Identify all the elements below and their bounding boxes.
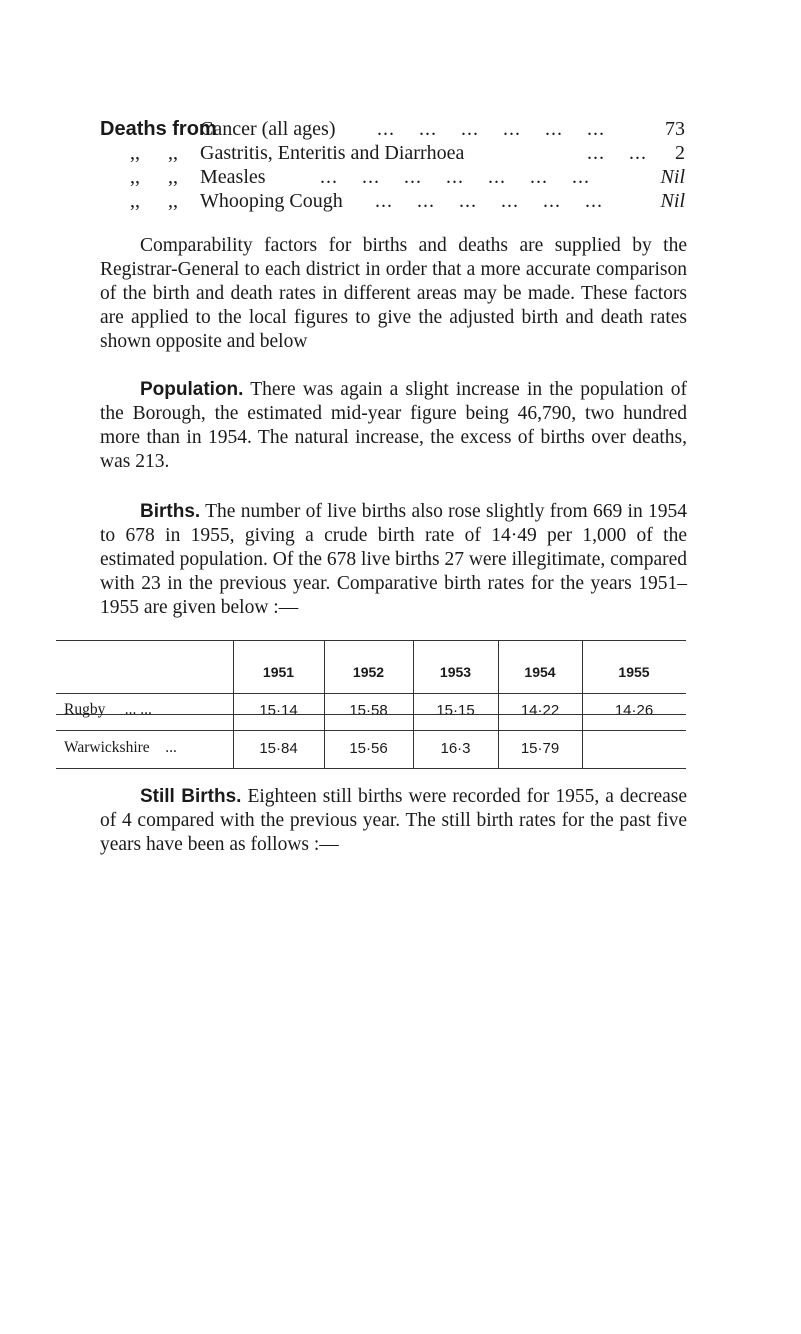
deaths-from-list	[100, 117, 685, 213]
ditto-mark: ,,	[168, 190, 178, 212]
ditto-mark: ,,	[130, 166, 140, 188]
table-cell: 15·56	[349, 740, 388, 757]
deaths-row	[100, 141, 685, 165]
leader-dots: ... ... ... ... ... ...	[375, 190, 603, 212]
row-label: Rugby ... ...	[64, 701, 152, 718]
table-cell: 15·15	[436, 702, 475, 719]
ditto-mark: ,,	[130, 142, 140, 164]
year-header: 1953	[439, 664, 472, 680]
year-header: 1952	[352, 664, 385, 680]
deaths-row	[100, 165, 685, 189]
births-heading: Births.	[140, 501, 201, 522]
population-heading: Population.	[140, 379, 244, 400]
births-paragraph	[100, 500, 687, 620]
ditto-mark: ,,	[168, 142, 178, 164]
cause-value: Nil	[660, 166, 685, 188]
population-text: There was again a slight increase in the population of the Borough, the estimated mid-year figure being 46,790, two hundred more than in 1954. The natural increase, the excess of births over deaths, was 213.	[100, 379, 687, 472]
comparability-paragraph	[100, 234, 687, 354]
year-header: 1951	[262, 664, 295, 680]
deaths-row	[100, 117, 685, 141]
table-cell: 16·3	[440, 740, 471, 757]
births-text: The number of live births also rose slightly from 669 in 1954 to 678 in 1955, giving a crude birth rate of 14·49 per 1,000 of the estimated population. Of the 678 live births 27 were illegitimate, compared with 23 in the previous year. Comparative birth rates for the years 1951–1955 are given below :—	[100, 501, 688, 618]
row-label: Warwickshire ...	[64, 739, 177, 756]
ditto-mark: ,,	[168, 166, 178, 188]
year-header: 1954	[524, 664, 556, 680]
leader-dots: ... ...	[587, 142, 647, 164]
cause-value: 73	[665, 118, 685, 140]
table-cell: 15·84	[259, 740, 298, 757]
leader-dots: ... ... ... ... ... ...	[377, 118, 605, 140]
population-paragraph	[100, 378, 687, 474]
cause-value: 2	[675, 142, 685, 164]
table-cell: 15·14	[259, 702, 298, 719]
cause-name: Cancer (all ages)	[200, 118, 336, 140]
still-births-heading: Still Births.	[140, 786, 242, 807]
table-cell: 15·58	[349, 702, 388, 719]
cause-name: Measles	[200, 166, 266, 188]
deaths-row	[100, 189, 685, 213]
leader-dots: ... ... ... ... ... ... ...	[320, 166, 590, 188]
table-cell: 14·22	[520, 702, 560, 719]
table-cell: 15·79	[520, 740, 560, 757]
deaths-from-label: Deaths from	[100, 118, 217, 140]
cause-name: Gastritis, Enteritis and Diarrhoea	[200, 142, 465, 164]
table-cell: 14·26	[614, 702, 654, 719]
cause-value: Nil	[660, 190, 685, 212]
comparability-text: Comparability factors for births and deaths are supplied by the Registrar-General to each district in order that a more accurate comparison of the birth and death rates in different areas may be made. These factors are applied to the local figures to give the adjusted birth and death rates shown opposite and below	[100, 235, 687, 352]
year-header: 1955	[618, 664, 650, 680]
cause-name: Whooping Cough	[200, 190, 343, 212]
ditto-mark: ,,	[130, 190, 140, 212]
still-births-text: Eighteen still births were recorded for 1955, a decrease of 4 compared with the previous year. The still birth rates for the past five years have been as follows :—	[100, 786, 688, 855]
